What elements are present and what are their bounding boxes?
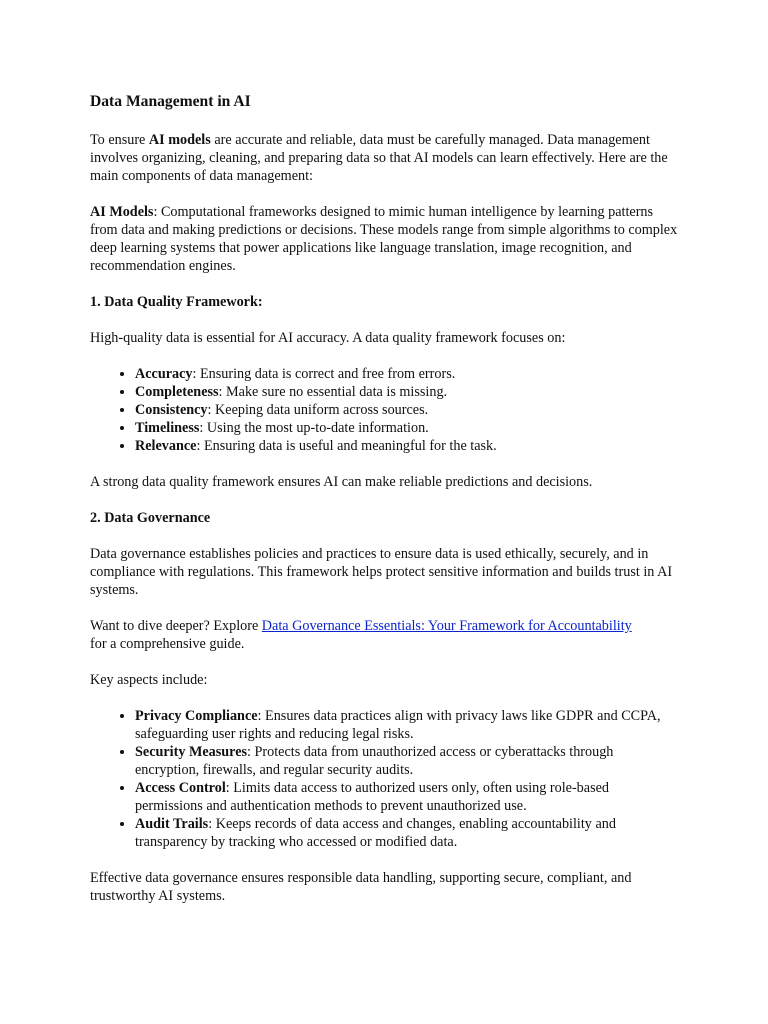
intro-rest: are accurate and reliable, data must be carefully managed. Data management involves organizing, cleaning, and preparing data so that AI models can learn effectively. Here are the main components of data management: bbox=[90, 132, 668, 184]
list-item-text: : Using the most up-to-date information. bbox=[199, 420, 429, 436]
quality-list bbox=[90, 365, 680, 455]
document-title: Data Management in AI bbox=[90, 93, 251, 110]
document-page bbox=[90, 92, 680, 923]
key-aspects-label: Key aspects include: bbox=[90, 672, 208, 688]
explore-paragraph bbox=[90, 617, 680, 653]
section1-outro: A strong data quality framework ensures AI can make reliable predictions and decisions. bbox=[90, 474, 593, 490]
list-item-accuracy bbox=[135, 365, 680, 383]
list-item-text: : Protects data from unauthorized access or cyberattacks through encryption, firewalls, and regular security audits. bbox=[135, 744, 614, 778]
list-item-term: Privacy Compliance bbox=[135, 708, 258, 724]
list-item-term: Access Control bbox=[135, 780, 226, 796]
governance-essentials-link[interactable]: Data Governance Essentials: Your Framework for Accountability bbox=[261, 618, 632, 634]
list-item-timeliness bbox=[135, 419, 680, 437]
list-item-text: : Ensuring data is correct and free from errors. bbox=[192, 366, 456, 382]
ai-models-definition bbox=[90, 203, 680, 275]
list-item-term: Consistency bbox=[135, 402, 208, 418]
list-item-relevance bbox=[135, 437, 680, 455]
intro-prefix: To ensure bbox=[90, 132, 149, 148]
list-item-text: : Ensures data practices align with privacy laws like GDPR and CCPA, safeguarding user rights and reducing legal risks. bbox=[135, 708, 661, 742]
intro-bold-term: AI models bbox=[148, 132, 211, 148]
list-item-term: Relevance bbox=[135, 438, 197, 454]
governance-list bbox=[90, 707, 680, 851]
list-item-text: : Ensuring data is useful and meaningful for the task. bbox=[196, 438, 497, 454]
list-item-security-measures bbox=[135, 743, 680, 779]
list-item-text: : Limits data access to authorized users only, often using role-based permissions and authentication methods to prevent unauthorized use. bbox=[135, 780, 609, 814]
list-item-term: Completeness bbox=[135, 384, 219, 400]
list-item-term: Accuracy bbox=[135, 366, 193, 382]
section2-heading: 2. Data Governance bbox=[90, 510, 211, 526]
list-item-text: : Keeps records of data access and changes, enabling accountability and transparency by tracking who accessed or modified data. bbox=[135, 816, 616, 850]
list-item-term: Timeliness bbox=[135, 420, 200, 436]
ai-models-text: : Computational frameworks designed to mimic human intelligence by learning patterns from data and making predictions or decisions. These models range from simple algorithms to complex deep learning systems that power applications like language translation, image recognition, and recommendation engines. bbox=[90, 204, 678, 274]
section1-intro: High-quality data is essential for AI accuracy. A data quality framework focuses on: bbox=[90, 330, 566, 346]
list-item-term: Security Measures bbox=[135, 744, 248, 760]
list-item-consistency bbox=[135, 401, 680, 419]
list-item-text: : Make sure no essential data is missing. bbox=[218, 384, 448, 400]
section1-heading: 1. Data Quality Framework: bbox=[90, 294, 263, 310]
explore-suffix: for a comprehensive guide. bbox=[90, 636, 245, 652]
list-item-access-control bbox=[135, 779, 680, 815]
list-item-privacy-compliance bbox=[135, 707, 680, 743]
section2-outro: Effective data governance ensures responsible data handling, supporting secure, compliant, and trustworthy AI systems. bbox=[90, 870, 632, 904]
list-item-completeness bbox=[135, 383, 680, 401]
list-item-audit-trails bbox=[135, 815, 680, 851]
intro-paragraph bbox=[90, 131, 680, 185]
explore-prefix: Want to dive deeper? Explore bbox=[90, 618, 262, 634]
ai-models-term: AI Models bbox=[90, 204, 154, 220]
list-item-term: Audit Trails bbox=[135, 816, 209, 832]
list-item-text: : Keeping data uniform across sources. bbox=[207, 402, 429, 418]
section2-intro: Data governance establishes policies and practices to ensure data is used ethically, securely, and in compliance with regulations. This framework helps protect sensitive information and builds trust in AI systems. bbox=[90, 546, 673, 598]
